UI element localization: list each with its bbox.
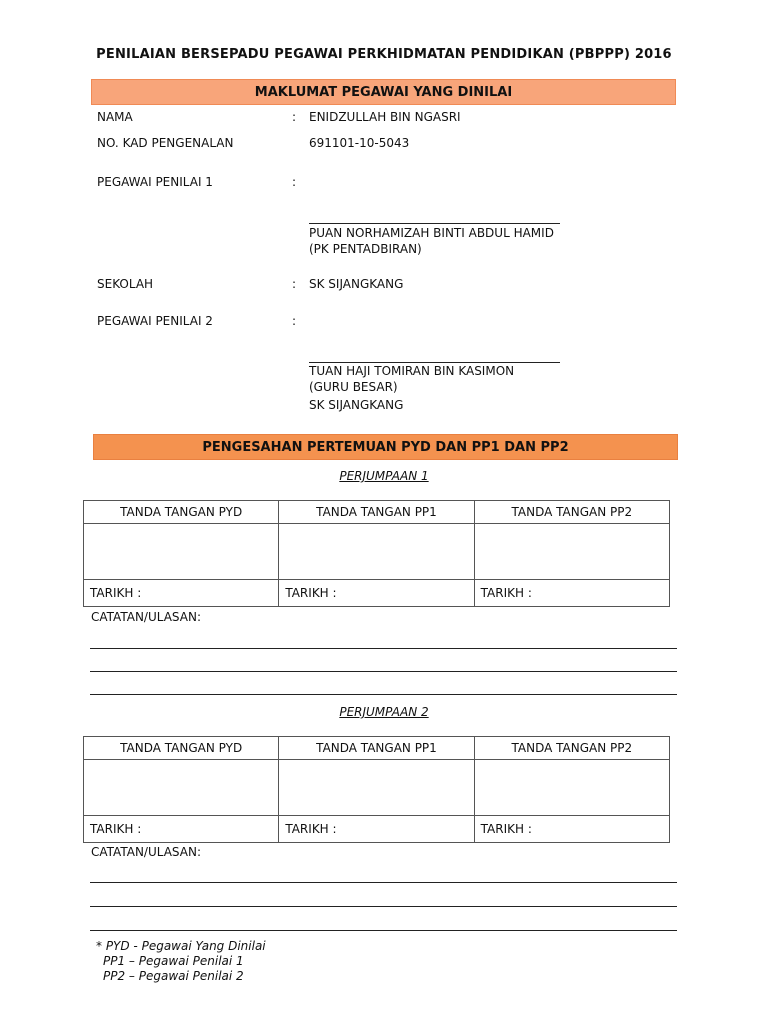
notes-line[interactable]: [90, 694, 677, 695]
col-header-pp2: TANDA TANGAN PP2: [474, 501, 669, 524]
date-cell-pyd[interactable]: TARIKH :: [84, 580, 279, 607]
pp1-role: (PK PENTADBIRAN): [309, 242, 422, 256]
pp2-name: TUAN HAJI TOMIRAN BIN KASIMON: [309, 364, 515, 378]
meeting-1-notes-label: CATATAN/ULASAN:: [91, 610, 201, 624]
pp2-signature-line: [309, 362, 560, 363]
sekolah-value: SK SIJANGKANG: [309, 277, 404, 291]
meeting-1-title: PERJUMPAAN 1: [339, 469, 429, 483]
pp1-signature-line: [309, 223, 560, 224]
signature-box-pp1[interactable]: [279, 760, 474, 816]
section-heading-pengesahan: PENGESAHAN PERTEMUAN PYD DAN PP1 DAN PP2: [93, 434, 678, 460]
nama-value: ENIDZULLAH BIN NGASRI: [309, 110, 461, 124]
notes-line[interactable]: [90, 930, 677, 931]
pp2-school: SK SIJANGKANG: [309, 398, 404, 412]
date-cell-pp1[interactable]: TARIKH :: [279, 580, 474, 607]
signature-box-pyd[interactable]: [84, 760, 279, 816]
ic-label: NO. KAD PENGENALAN: [97, 136, 234, 150]
notes-line[interactable]: [90, 882, 677, 883]
col-header-pp1: TANDA TANGAN PP1: [279, 737, 474, 760]
notes-line[interactable]: [90, 906, 677, 907]
pp1-colon: :: [292, 175, 297, 189]
date-cell-pp1[interactable]: TARIKH :: [279, 816, 474, 843]
signature-box-pp2[interactable]: [474, 524, 669, 580]
notes-line[interactable]: [90, 671, 677, 672]
date-cell-pyd[interactable]: TARIKH :: [84, 816, 279, 843]
signature-box-pyd[interactable]: [84, 524, 279, 580]
meeting-2-notes-label: CATATAN/ULASAN:: [91, 845, 201, 859]
nama-colon: :: [292, 110, 297, 124]
pp1-label: PEGAWAI PENILAI 1: [97, 175, 213, 189]
section-heading-maklumat: MAKLUMAT PEGAWAI YANG DINILAI: [91, 79, 676, 105]
footnote-pp2: PP2 – Pegawai Penilai 2: [103, 969, 244, 983]
sekolah-colon: :: [292, 277, 297, 291]
nama-label: NAMA: [97, 110, 133, 124]
signature-box-pp1[interactable]: [279, 524, 474, 580]
col-header-pyd: TANDA TANGAN PYD: [84, 501, 279, 524]
pp2-role: (GURU BESAR): [309, 380, 398, 394]
col-header-pp1: TANDA TANGAN PP1: [279, 501, 474, 524]
signature-box-pp2[interactable]: [474, 760, 669, 816]
date-cell-pp2[interactable]: TARIKH :: [474, 816, 669, 843]
ic-value: 691101-10-5043: [309, 136, 410, 150]
pp2-colon: :: [292, 314, 297, 328]
meeting-2-title: PERJUMPAAN 2: [339, 705, 429, 719]
col-header-pyd: TANDA TANGAN PYD: [84, 737, 279, 760]
document-title: PENILAIAN BERSEPADU PEGAWAI PERKHIDMATAN PENDIDIKAN (PBPPP) 2016: [96, 47, 672, 62]
pp1-name: PUAN NORHAMIZAH BINTI ABDUL HAMID: [309, 226, 554, 240]
footnote-pyd: * PYD - Pegawai Yang Dinilai: [96, 939, 266, 953]
pp2-label: PEGAWAI PENILAI 2: [97, 314, 213, 328]
sekolah-label: SEKOLAH: [97, 277, 154, 291]
col-header-pp2: TANDA TANGAN PP2: [474, 737, 669, 760]
meeting-2-signature-table: [83, 736, 670, 843]
notes-line[interactable]: [90, 648, 677, 649]
footnote-pp1: PP1 – Pegawai Penilai 1: [103, 954, 244, 968]
meeting-1-signature-table: [83, 500, 670, 607]
date-cell-pp2[interactable]: TARIKH :: [474, 580, 669, 607]
